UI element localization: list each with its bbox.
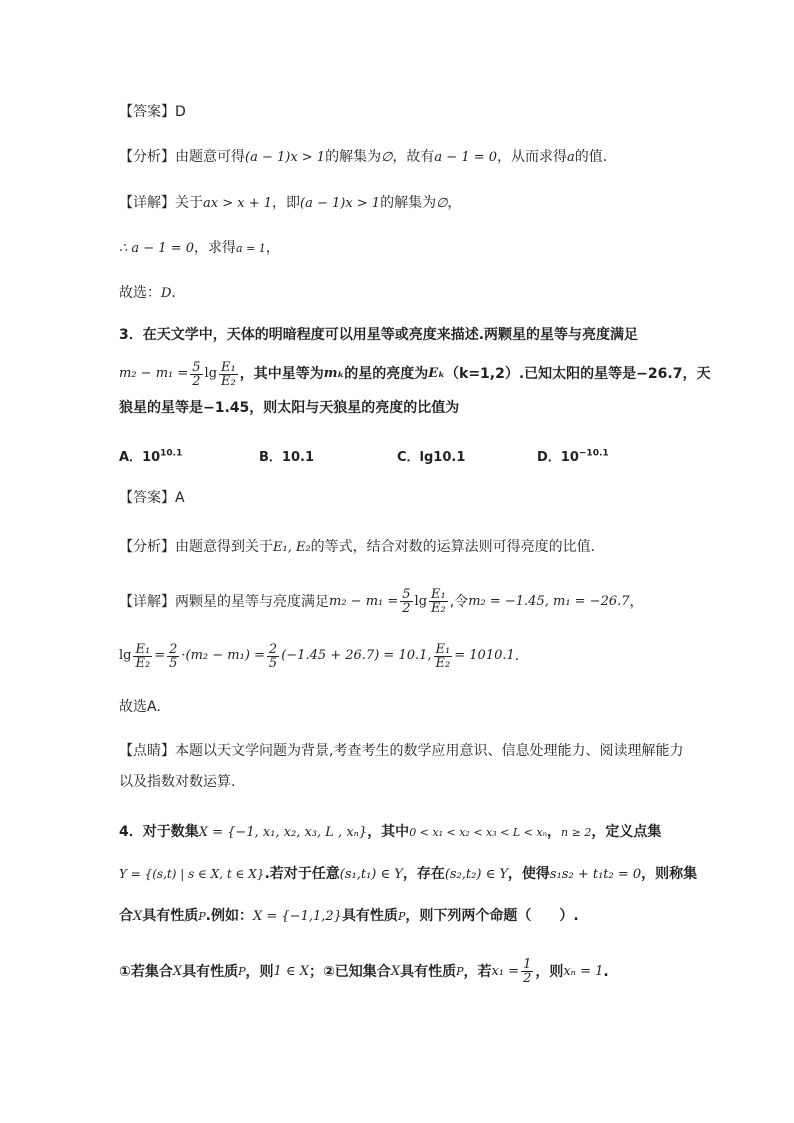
denominator: 2	[192, 373, 201, 389]
text: ；②已知集合	[308, 963, 391, 980]
numerator: 5	[192, 359, 201, 375]
text: 的解集为	[380, 195, 437, 211]
math-var: P	[198, 910, 206, 923]
math-equation: ∴ a − 1 = 0	[119, 241, 195, 256]
option-label: C．	[397, 450, 420, 465]
text: ，则下列两个命题（ ）.	[405, 908, 579, 924]
answer-tag: 【答案】	[119, 490, 175, 506]
option-c[interactable]	[397, 446, 465, 465]
q3-stem-line-3: 狼星的星等是−1.45，则太阳与天狼星的亮度的比值为	[119, 400, 460, 416]
math-point: (s₁,t₁) ∈ Y	[339, 867, 403, 882]
math-set: X = {−1,1,2}	[253, 909, 342, 924]
math-lhs: m₂ − m₁ =	[119, 366, 189, 381]
option-label: B．	[259, 450, 282, 465]
text: ，则称集	[641, 866, 698, 882]
text: 由题意可得	[175, 149, 245, 165]
math-equation: s₁s₂ + t₁t₂ = 0	[549, 867, 642, 882]
numerator: 2	[169, 641, 178, 657]
math-var: X	[172, 963, 183, 979]
option-label: A．	[119, 450, 143, 465]
option-base: 10	[560, 450, 579, 465]
fraction	[400, 588, 412, 615]
math-var: Eₖ	[428, 366, 446, 381]
text: ，	[447, 195, 462, 211]
text: 故选：	[119, 285, 161, 301]
option-base: 10.1	[281, 450, 314, 465]
numerator: 1	[523, 957, 532, 972]
numerator: E₁	[435, 641, 451, 657]
text: ，则	[245, 963, 274, 980]
math-condition: n ≥ 2	[561, 826, 592, 839]
math-expr: (−1.45 + 26.7) = 10.1,	[281, 648, 432, 663]
q2-answer-line	[119, 102, 186, 122]
denominator: 5	[268, 655, 278, 671]
math-lg: lg	[119, 648, 132, 663]
text: ，故有	[392, 149, 435, 165]
q2-analysis-line	[119, 147, 617, 168]
q4-line-2	[119, 864, 697, 885]
numerator: E₁	[221, 359, 236, 375]
text: ,令	[449, 593, 469, 610]
math-var: x₁ =	[491, 963, 520, 979]
q3-stem-line-1: 3．在天文学中，天体的明暗程度可以用星等或亮度来描述.两颗星的星等与亮度满足	[119, 327, 639, 343]
math-lg: lg	[414, 593, 428, 609]
text: .若对于任意	[264, 866, 340, 882]
math-inequality: 0 < x₁ < x₂ < x₃ < L < xₙ	[409, 826, 548, 839]
text: 具有性质	[182, 963, 239, 980]
math-var: X	[390, 963, 401, 979]
option-base: lg10.1	[419, 450, 466, 465]
text: ，使得	[507, 866, 550, 882]
math-vars: E₁, E₂	[273, 540, 311, 555]
text: 的等式，结合对数的运算法则可得亮度的比值.	[310, 539, 596, 555]
text: .	[603, 963, 609, 980]
math-var: P	[456, 964, 464, 978]
text: 由题意得到关于	[175, 539, 273, 555]
fraction	[190, 361, 202, 388]
denominator: E₂	[431, 601, 446, 616]
math-lg: lg	[204, 366, 218, 381]
fraction	[167, 643, 179, 670]
text: ，	[265, 240, 280, 256]
math-set: X = {−1, x₁, x₂, x₃, L , xₙ}	[198, 825, 368, 840]
text: .例如：	[205, 908, 253, 924]
math-exponent: 10.1	[485, 648, 515, 663]
analysis-tag: 【分析】	[119, 149, 175, 165]
text: ，存在	[402, 866, 445, 882]
answer-value: D	[175, 104, 186, 120]
math-equation: xₙ = 1	[563, 963, 604, 979]
q3-calc-line	[119, 642, 519, 670]
q2-detail-line	[119, 193, 461, 214]
text: （k=1,2）.已知太阳的星等是−26.7，天	[445, 366, 711, 382]
q3-choose-line: 故选A.	[119, 699, 161, 715]
fraction	[521, 958, 533, 985]
math-inequality: ax > x + 1	[203, 196, 272, 211]
math-empty-set: ∅	[436, 196, 448, 211]
denominator: E₂	[135, 655, 151, 671]
math-expr: = 10	[454, 648, 486, 663]
numerator: 5	[402, 587, 411, 602]
numerator: E₁	[135, 641, 151, 657]
q3-detail-line	[119, 588, 644, 615]
text: 两颗星的星等与亮度满足	[175, 593, 329, 610]
text: ，	[547, 824, 562, 840]
q3-comment-line-1	[119, 741, 683, 761]
text: .	[514, 648, 520, 664]
fraction	[219, 361, 238, 388]
text: 具有性质	[400, 963, 457, 980]
q4-line-1	[119, 822, 661, 843]
math-result: a = 1	[236, 242, 266, 255]
text: 本题以天文学问题为背景,考查考生的数学应用意识、信息处理能力、阅读理解能力	[175, 743, 684, 759]
option-a[interactable]	[119, 446, 182, 465]
option-d[interactable]	[537, 446, 609, 465]
text: ①若集合	[119, 963, 173, 980]
math-var: X	[133, 909, 143, 924]
fraction	[434, 643, 453, 670]
math-values: m₂ = −1.45, m₁ = −26.7	[468, 593, 630, 609]
math-lhs: m₂ − m₁ =	[329, 593, 399, 609]
detail-tag: 【详解】	[119, 195, 175, 211]
text: ，定义点集	[591, 824, 662, 840]
option-exp: 10.1	[160, 448, 183, 459]
text: 合	[119, 908, 133, 924]
option-label: D．	[537, 450, 561, 465]
math-point: (s₂,t₂) ∈ Y	[444, 867, 508, 882]
option-b[interactable]	[259, 446, 314, 465]
math-choice: D	[161, 286, 172, 301]
answer-tag: 【答案】	[119, 104, 175, 120]
math-var: P	[397, 910, 406, 923]
math-inequality: (a − 1)x > 1	[300, 196, 381, 211]
text: ，若	[463, 963, 492, 980]
math-equation: a − 1 = 0	[434, 150, 498, 165]
q4-line-3	[119, 906, 579, 927]
option-exp: −10.1	[578, 448, 609, 459]
q3-stem-line-2	[119, 360, 710, 388]
text: 的星的亮度为	[344, 366, 429, 382]
math-eq: =	[154, 648, 166, 663]
q3-analysis-line	[119, 537, 595, 558]
option-base: 10	[142, 450, 161, 465]
fraction	[267, 643, 279, 670]
math-expr: ·(m₂ − m₁) =	[181, 648, 265, 663]
numerator: E₁	[431, 587, 446, 602]
denominator: 5	[169, 655, 178, 671]
text: 具有性质	[341, 908, 398, 924]
text: ，其中星等为	[239, 366, 324, 382]
denominator: E₂	[435, 655, 451, 671]
text: ，从而求得	[497, 149, 568, 165]
q4-line-4	[119, 958, 609, 985]
fraction	[133, 643, 152, 670]
analysis-tag: 【分析】	[119, 539, 175, 555]
denominator: E₂	[221, 373, 236, 389]
fraction	[429, 588, 448, 615]
math-empty-set: ∅	[381, 150, 393, 165]
denominator: 2	[402, 601, 411, 616]
answer-value: A	[175, 490, 185, 506]
math-var: mₖ	[323, 366, 345, 381]
q3-answer-line	[119, 488, 185, 508]
text: ，则	[535, 963, 564, 980]
text: ，求得	[194, 240, 237, 256]
comment-tag: 【点睛】	[119, 743, 175, 759]
text: 关于	[175, 195, 203, 211]
math-var: P	[238, 964, 246, 978]
q3-comment-line-2: 以及指数对数运算.	[119, 774, 236, 790]
text: ，其中	[367, 824, 410, 840]
text: ，	[629, 593, 644, 610]
q2-choose-line	[119, 283, 185, 304]
text: ，即	[272, 195, 300, 211]
text: 的值．	[574, 149, 617, 165]
math-set: Y = {(s,t) | s ∈ X, t ∈ X}	[119, 867, 265, 881]
text: 具有性质	[142, 908, 199, 924]
math-variable: a	[567, 150, 575, 165]
text: 4．对于数集	[119, 824, 199, 840]
math-membership: 1 ∈ X	[273, 963, 309, 979]
text: 的解集为	[325, 149, 382, 165]
math-inequality: (a − 1)x > 1	[245, 150, 326, 165]
denominator: 2	[523, 971, 532, 986]
q2-step-line	[119, 238, 280, 259]
detail-tag: 【详解】	[119, 593, 175, 610]
numerator: 2	[268, 641, 278, 657]
text: ．	[171, 285, 186, 301]
